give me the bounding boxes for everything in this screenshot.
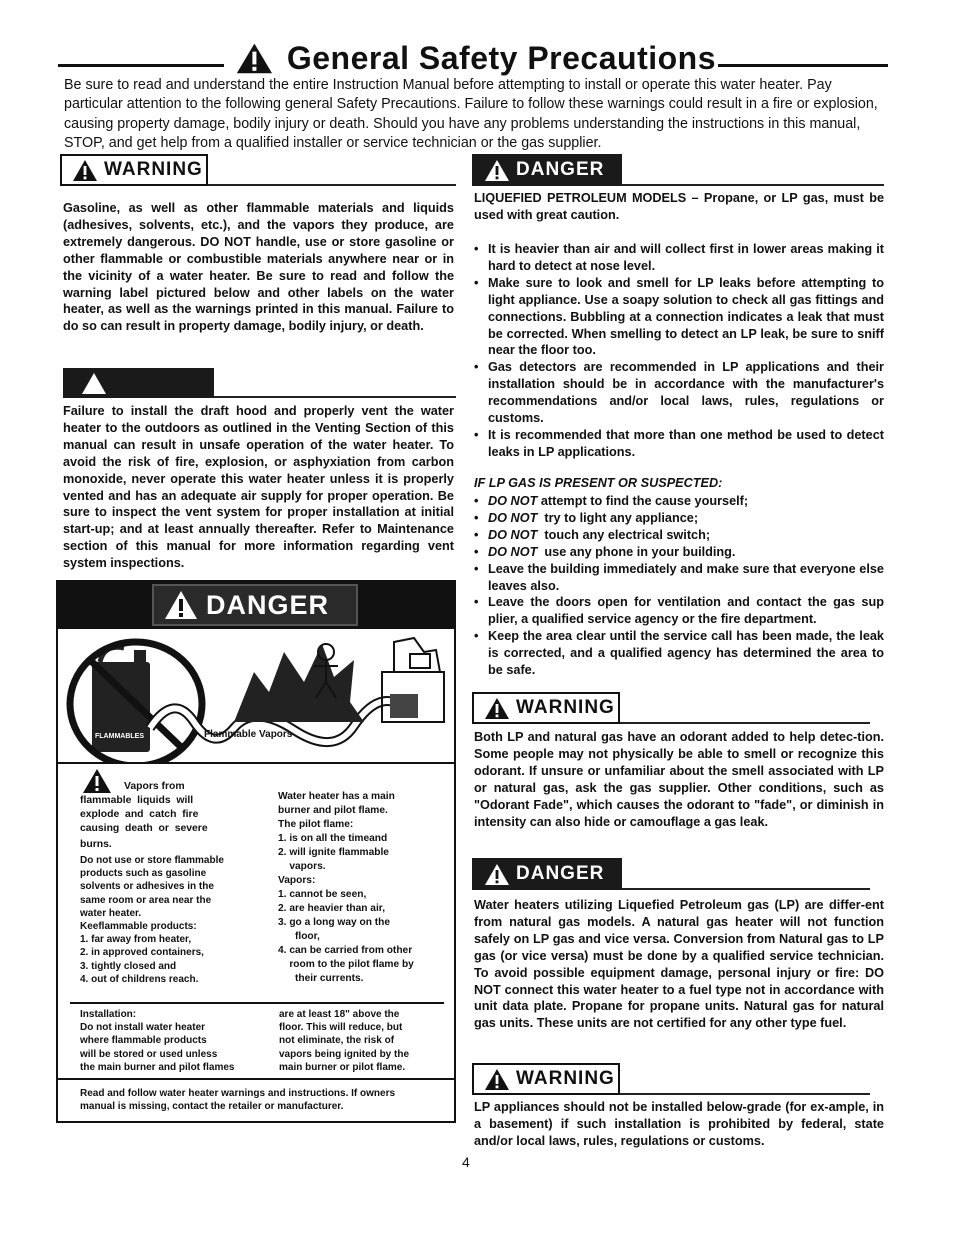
label-col1-body-line: same room or area near the xyxy=(80,894,212,906)
warning1-badge xyxy=(60,154,208,186)
list-item: • Leave the doors open for ventilation and contact the gas sup plier, a qualified service agency or the fire department. xyxy=(474,594,884,628)
warning2-rule xyxy=(212,396,456,398)
label-install-line: not eliminate, the risk of xyxy=(279,1035,395,1047)
warning-triangle-icon xyxy=(484,1068,510,1091)
list-item xyxy=(474,510,884,527)
donot-text: use any phone in your building. xyxy=(537,544,736,559)
label-col1-body-line: water heater. xyxy=(80,907,142,919)
page-title xyxy=(236,36,716,80)
label-col2-line: 2. will ignite flammable xyxy=(278,847,389,858)
warning-triangle-icon xyxy=(484,697,510,720)
title-rule-left xyxy=(58,64,224,67)
label-col2 xyxy=(278,790,450,986)
label-install-line: floor. This will reduce, but xyxy=(279,1022,403,1034)
danger2-badge-label: DANGER xyxy=(516,863,605,884)
donot-text: attempt to find the cause yourself; xyxy=(537,494,749,508)
warning4-badge xyxy=(472,1063,620,1095)
danger1-badge-label: DANGER xyxy=(516,159,605,180)
label-col1-title-line: causing death or severe xyxy=(80,823,208,834)
list-item xyxy=(474,527,884,544)
warning-triangle-icon xyxy=(484,159,510,182)
list-item: • Leave the building immediately and make sure that everyone else leaves also. xyxy=(474,561,884,595)
label-col2-line: 1. is on all the timeand xyxy=(278,833,388,844)
warning4-badge-label: WARNING xyxy=(516,1068,615,1089)
label-col2-line: vapors. xyxy=(278,861,326,872)
label-footer-line: Read and follow water heater warnings and instructions. If owners xyxy=(80,1088,396,1099)
warning2-text: Failure to install the draft hood and properly vent the water heater to the outdoors as outlined in the Venting Section of this manual can result in unsafe operation of the water heater. To avoid the risk of fire, explosion, or asphyxiation from carbon monoxide, never operate this water heater unless it is properly vented and has an adequate air supply for proper operation. Be sure to inspect the vent system for proper installation at initial start-up; and at least annually thereafter. Refer to Maintenance section of this manual for more information regarding vent system inspections. xyxy=(63,404,454,571)
danger-label-header xyxy=(58,582,454,629)
label-install-right xyxy=(279,1008,449,1074)
label-col2-line: their currents. xyxy=(278,973,364,984)
page-title-text: General Safety Precautions xyxy=(286,39,716,76)
warning-triangle-icon xyxy=(81,372,107,395)
label-col2-line: The pilot flame: xyxy=(278,819,354,830)
danger2-text: Water heaters utilizing Liquefied Petroleum gas (LP) are differ-ent from natural gas models. A natural gas heater will not function safely on LP gas and vice versa. Conversion from Natural gas to LP gas (or vice versa) must be done by a qualified service technician. To avoid possible equipment damage, personal injury or fire: DO NOT connect this water heater to a fuel type not in accordance with unit data plate. Propane for propane units. Natural gas for natural gas units. These units are not certified for any other type fuel. xyxy=(474,898,884,1031)
label-col1-title-line: Vapors from xyxy=(124,781,185,792)
water-heater-icon xyxy=(382,638,444,722)
label-col1-title-line: flammable liquids will xyxy=(80,795,194,806)
list-item: • It is heavier than air and will collect first in lower areas making it hard to detect at nose level. xyxy=(474,241,884,275)
warning3-badge xyxy=(472,692,620,724)
list-item: • Gas detectors are recommended in LP applications and their installation should be in accordance with the manufacturer's recommendations and/or local laws, rules, regulations or customs. xyxy=(474,359,884,427)
label-install-line: are at least 18" above the xyxy=(279,1009,400,1020)
warning-triangle-icon xyxy=(72,159,98,182)
donot-emphasis: DO NOT xyxy=(488,544,538,559)
danger-label-badge xyxy=(152,584,358,626)
label-col2-line: burner and pilot flame. xyxy=(278,805,388,816)
label-install-line: Do not install water heater xyxy=(80,1022,206,1034)
label-col2-line: Vapors: xyxy=(278,875,316,886)
label-col1-title-line: explode and catch fire xyxy=(80,809,199,820)
label-install-line: Installation: xyxy=(80,1009,137,1020)
warning1-text: Gasoline, as well as other flammable materials and liquids (adhesives, solvents, etc.), and the vapors they produce, are extremely dangerous. DO NOT handle, use or store gasoline or other flammable or combustible materials anywhere near or in the vicinity of a water heater. Be sure to read and follow the warning label pictured below and other labels on the water heater, as well as the warnings printed in this manual. Failure to do so can result in property damage, bodily injury, or death. xyxy=(63,201,454,334)
vapors-caption: Flammable Vapors xyxy=(204,729,293,740)
label-col2-line: 1. cannot be seen, xyxy=(278,889,367,900)
label-install-line: the main burner and pilot flames xyxy=(80,1061,235,1073)
label-col1-body-line: 2. in approved containers, xyxy=(80,947,204,959)
label-col2-line: room to the pilot flame by xyxy=(278,959,414,970)
label-col1-body-line: products such as gasoline xyxy=(80,868,207,880)
label-install-line: main burner or pilot flame. xyxy=(279,1061,406,1073)
label-divider-2 xyxy=(70,1002,444,1004)
donot-emphasis: DO NOT xyxy=(488,527,538,542)
donot-text: try to light any appliance; xyxy=(537,510,699,525)
donot-emphasis: DO NOT xyxy=(488,510,538,525)
warning2-badge xyxy=(63,368,214,398)
label-install-line: vapors being ignited by the xyxy=(279,1048,410,1060)
label-col1-body-line: 1. far away from heater, xyxy=(80,934,192,946)
label-footer xyxy=(80,1087,450,1113)
can-label: FLAMMABLES xyxy=(95,733,144,740)
label-col2-line: Water heater has a main xyxy=(278,791,395,802)
donot-emphasis: DO NOT xyxy=(488,494,538,508)
list-item: • Keep the area clear until the service call has been made, the leak is corrected, and a qualified agency has determined the area to be safe. xyxy=(474,628,884,679)
list-item: • Make sure to look and smell for LP leaks before attempting to light appliance. Use a soapy solution to check all gas fittings and connections. Bubbling at a connection indicates a leak that must be corrected. When smelling to detect an LP leak, be sure to sniff near the floor too. xyxy=(474,275,884,360)
if-lp-heading: IF LP GAS IS PRESENT OR SUSPECTED: xyxy=(474,476,723,490)
label-col2-line: 4. can be carried from other xyxy=(278,945,413,956)
label-col2-line: 3. go a long way on the xyxy=(278,917,391,928)
warning-triangle-icon xyxy=(484,863,510,886)
title-rule-right xyxy=(718,64,888,67)
flammable-vapors-illustration xyxy=(64,632,452,762)
warning1-badge-label: WARNING xyxy=(104,159,203,180)
donot-list xyxy=(474,493,884,679)
danger1-badge xyxy=(472,154,622,186)
label-col2-line: floor, xyxy=(278,931,320,942)
label-col1-body-line: solvents or adhesives in the xyxy=(80,881,214,893)
gas-can-icon xyxy=(92,647,150,752)
warning-triangle-icon xyxy=(164,590,198,620)
label-install-line: will be stored or used unless xyxy=(80,1048,218,1060)
warning-triangle-icon xyxy=(236,38,273,78)
warning4-text: LP appliances should not be installed below-grade (for ex-ample, in a basement) if such installation is prohibited by federal, state and/or local laws, rules, regulations or customs. xyxy=(474,1100,884,1148)
intro-paragraph: Be sure to read and understand the entire Instruction Manual before attempting to install or operate this water heater. Pay particular attention to the following general Safety Precautions. Failure to follow these warnings could result in a fire or explosion, causing property damage, bodily injury or death. Should you have any problems understanding the instructions in this manual, STOP, and get help from a qualified installer or service technician or the gas supplier. xyxy=(64,77,878,151)
label-col1 xyxy=(80,780,266,986)
label-install-line: where flammable products xyxy=(80,1035,207,1047)
list-item xyxy=(474,493,884,510)
label-col2-line: 2. are heavier than air, xyxy=(278,903,386,914)
label-divider-1 xyxy=(58,762,454,764)
label-col1-body-line: 3. tightly closed and xyxy=(80,960,177,972)
label-col1-body-line: Keeflammable products: xyxy=(80,921,197,933)
label-divider-3 xyxy=(58,1078,454,1080)
danger-label xyxy=(56,580,456,1123)
list-item: • It is recommended that more than one method be used to detect leaks in LP applications. xyxy=(474,427,884,461)
danger1-bullets xyxy=(474,241,884,461)
warning1-rule xyxy=(206,184,456,186)
warning3-text: Both LP and natural gas have an odorant added to help detec-tion. Some people may not physically be able to smell or recognize this odorant. If unsure or unfamiliar about the smell associated with LP or natural gas, ask the gas supplier. Other conditions, such as "Odorant Fade", which causes the odorant to "fade", or diminish in intensity can also hide or camouflage a gas leak. xyxy=(474,730,884,829)
label-col1-body-line: 4. out of childrens reach. xyxy=(80,973,199,985)
label-col1-title-line: burns. xyxy=(80,839,112,850)
danger1-lead: LIQUEFIED PETROLEUM MODELS – Propane, or LP gas, must be used with great caution. xyxy=(474,191,884,222)
label-footer-line: manual is missing, contact the retailer or manufacturer. xyxy=(80,1101,344,1113)
warning3-badge-label: WARNING xyxy=(516,697,615,718)
donot-text: touch any electrical switch; xyxy=(537,527,711,542)
fire-icon xyxy=(234,644,364,722)
page-number: 4 xyxy=(462,1154,470,1170)
danger2-badge xyxy=(472,858,622,890)
list-item xyxy=(474,544,884,561)
label-install-left xyxy=(80,1008,270,1074)
danger-label-badge-text: DANGER xyxy=(206,589,330,620)
label-col1-body-line: Do not use or store flammable xyxy=(80,855,224,866)
